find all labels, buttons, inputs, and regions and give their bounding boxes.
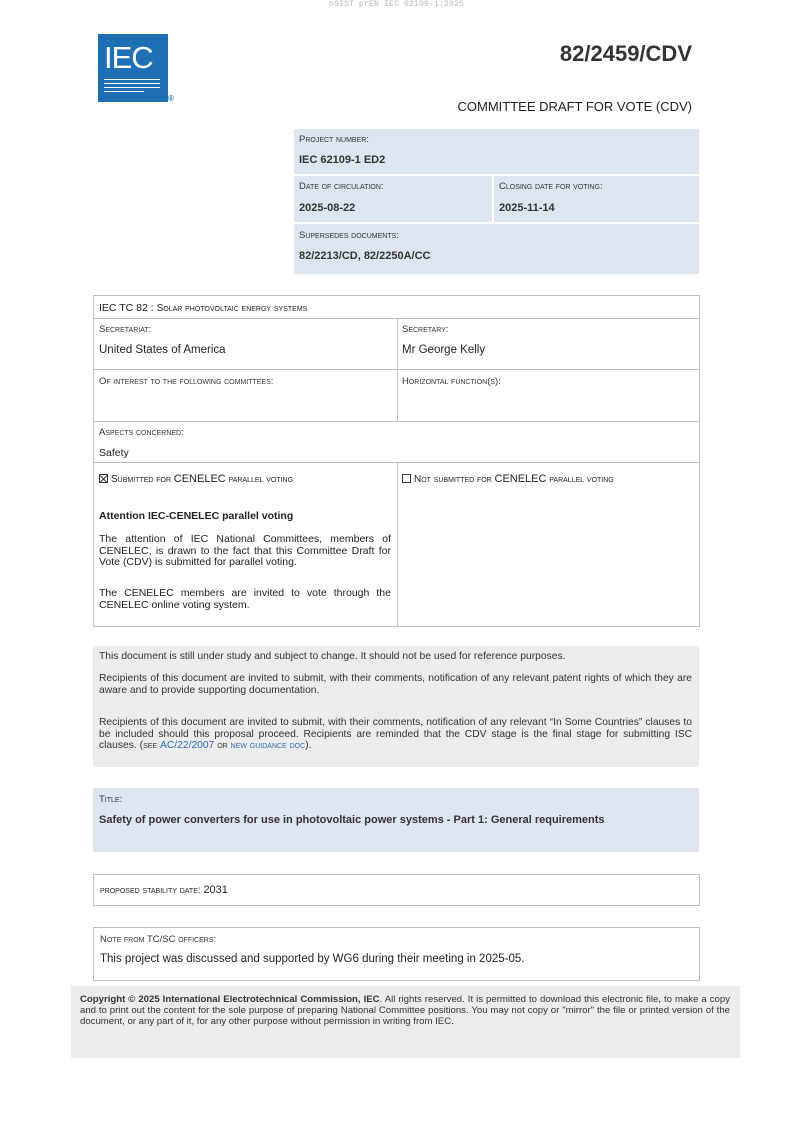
logo-text: IEC xyxy=(104,40,153,75)
stability-date xyxy=(100,884,228,896)
aspects: Safety xyxy=(99,447,129,459)
committee-table xyxy=(93,295,700,627)
secretary: Mr George Kelly xyxy=(402,344,486,356)
supersedes-documents: 82/2213/CD, 82/2250A/CC xyxy=(299,250,431,262)
notice-block xyxy=(93,646,699,767)
project-number: IEC 62109-1 ED2 xyxy=(299,154,386,166)
secretariat-label: Secretariat: xyxy=(99,324,152,335)
attention-title: Attention IEC-CENELEC parallel voting xyxy=(99,510,294,522)
project-number-label: Project number: xyxy=(299,134,369,145)
officers-note-text: This project was discussed and supported by WG6 during their meeting in 2025-05. xyxy=(100,953,525,965)
stability-date-box xyxy=(93,874,700,906)
date-circulation: 2025-08-22 xyxy=(299,202,356,214)
tc-prefix: IEC TC 82 : xyxy=(99,302,157,314)
new-guidance-doc-link[interactable]: new guidance doc xyxy=(230,740,306,751)
document-type: COMMITTEE DRAFT FOR VOTE (CDV) xyxy=(457,99,692,114)
tc-name: Solar photovoltaic energy systems xyxy=(156,303,308,314)
attention-paragraph-2: The CENELEC members are invited to vote through the CENELEC online voting system. xyxy=(99,587,391,611)
stability-date-value: 2031 xyxy=(203,884,228,896)
copyright-block xyxy=(71,986,740,1058)
closing-date-cell xyxy=(494,176,699,222)
officers-note-box xyxy=(93,927,700,981)
secretariat: United States of America xyxy=(99,344,226,356)
date-circulation-label: Date of circulation: xyxy=(299,181,384,192)
copyright-holder: Copyright © 2025 International Electrotechnical Commission, IEC xyxy=(80,994,380,1005)
stability-date-label: proposed stability date: xyxy=(100,885,204,896)
document-title: Safety of power converters for use in photovoltaic power systems - Part 1: General requirements xyxy=(99,814,605,826)
title-label: Title: xyxy=(99,794,123,805)
notice-paragraph-3: Recipients of this document are invited to submit, with their comments, notification of any relevant “In Some Countries” clauses to be included should this proposal proceed. Recipients are reminded that the CDV stage is the final stage for submitting ISC clauses. (see AC/22/2007 or new guidance doc). xyxy=(99,717,692,751)
not-submitted-cenelec-option[interactable]: Not submitted for CENELEC parallel voting xyxy=(402,473,614,485)
closing-date-label: Closing date for voting: xyxy=(499,181,603,192)
supersedes-label: Supersedes documents: xyxy=(299,230,399,241)
horizontal-function-label: Horizontal function(s): xyxy=(402,376,501,387)
notice-paragraph-1: This document is still under study and subject to change. It should not be used for reference purposes. xyxy=(99,651,566,662)
closing-date: 2025-11-14 xyxy=(499,202,555,214)
officers-note-label: Note from TC/SC officers: xyxy=(100,934,217,945)
unchecked-checkbox-icon[interactable] xyxy=(402,474,411,483)
copyright-text: Copyright © 2025 International Electrotechnical Commission, IEC. All rights reserved. It is permitted to download this electronic file, to make a copy and to print out the content for the sole purpose of preparing National Committee positions. You may not copy or "mirror" the file or printed version of the document, or any part of it, for any other purpose without permission in writing from IEC. xyxy=(80,994,730,1027)
date-circulation-cell xyxy=(294,176,492,222)
document-number: 82/2459/CDV xyxy=(559,41,692,66)
checked-checkbox-icon[interactable] xyxy=(99,474,108,483)
divider xyxy=(397,463,398,626)
watermark: oSIST prEN IEC 62109-1:2025 xyxy=(328,0,465,9)
ac-22-2007-link[interactable]: AC/22/2007 xyxy=(159,740,215,751)
submitted-cenelec-option[interactable]: Submitted for CENELEC parallel voting xyxy=(99,473,293,485)
iec-logo xyxy=(98,34,168,102)
notice-paragraph-2: Recipients of this document are invited to submit, with their comments, notification of any relevant patent rights of which they are aware and to provide supporting documentation. xyxy=(99,673,692,696)
interest-label: Of interest to the following committees: xyxy=(99,376,274,387)
divider xyxy=(397,319,398,422)
tc-title xyxy=(99,302,307,314)
registered-mark: ® xyxy=(168,94,174,103)
supersedes-cell xyxy=(294,224,699,274)
project-number-cell xyxy=(294,129,699,174)
aspects-label: Aspects concerned: xyxy=(99,427,184,438)
attention-paragraph-1: The attention of IEC National Committees, members of CENELEC, is drawn to the fact that this Committee Draft for Vote (CDV) is submitted for parallel voting. xyxy=(99,533,391,568)
secretary-label: Secretary: xyxy=(402,324,449,335)
title-block xyxy=(93,788,699,852)
